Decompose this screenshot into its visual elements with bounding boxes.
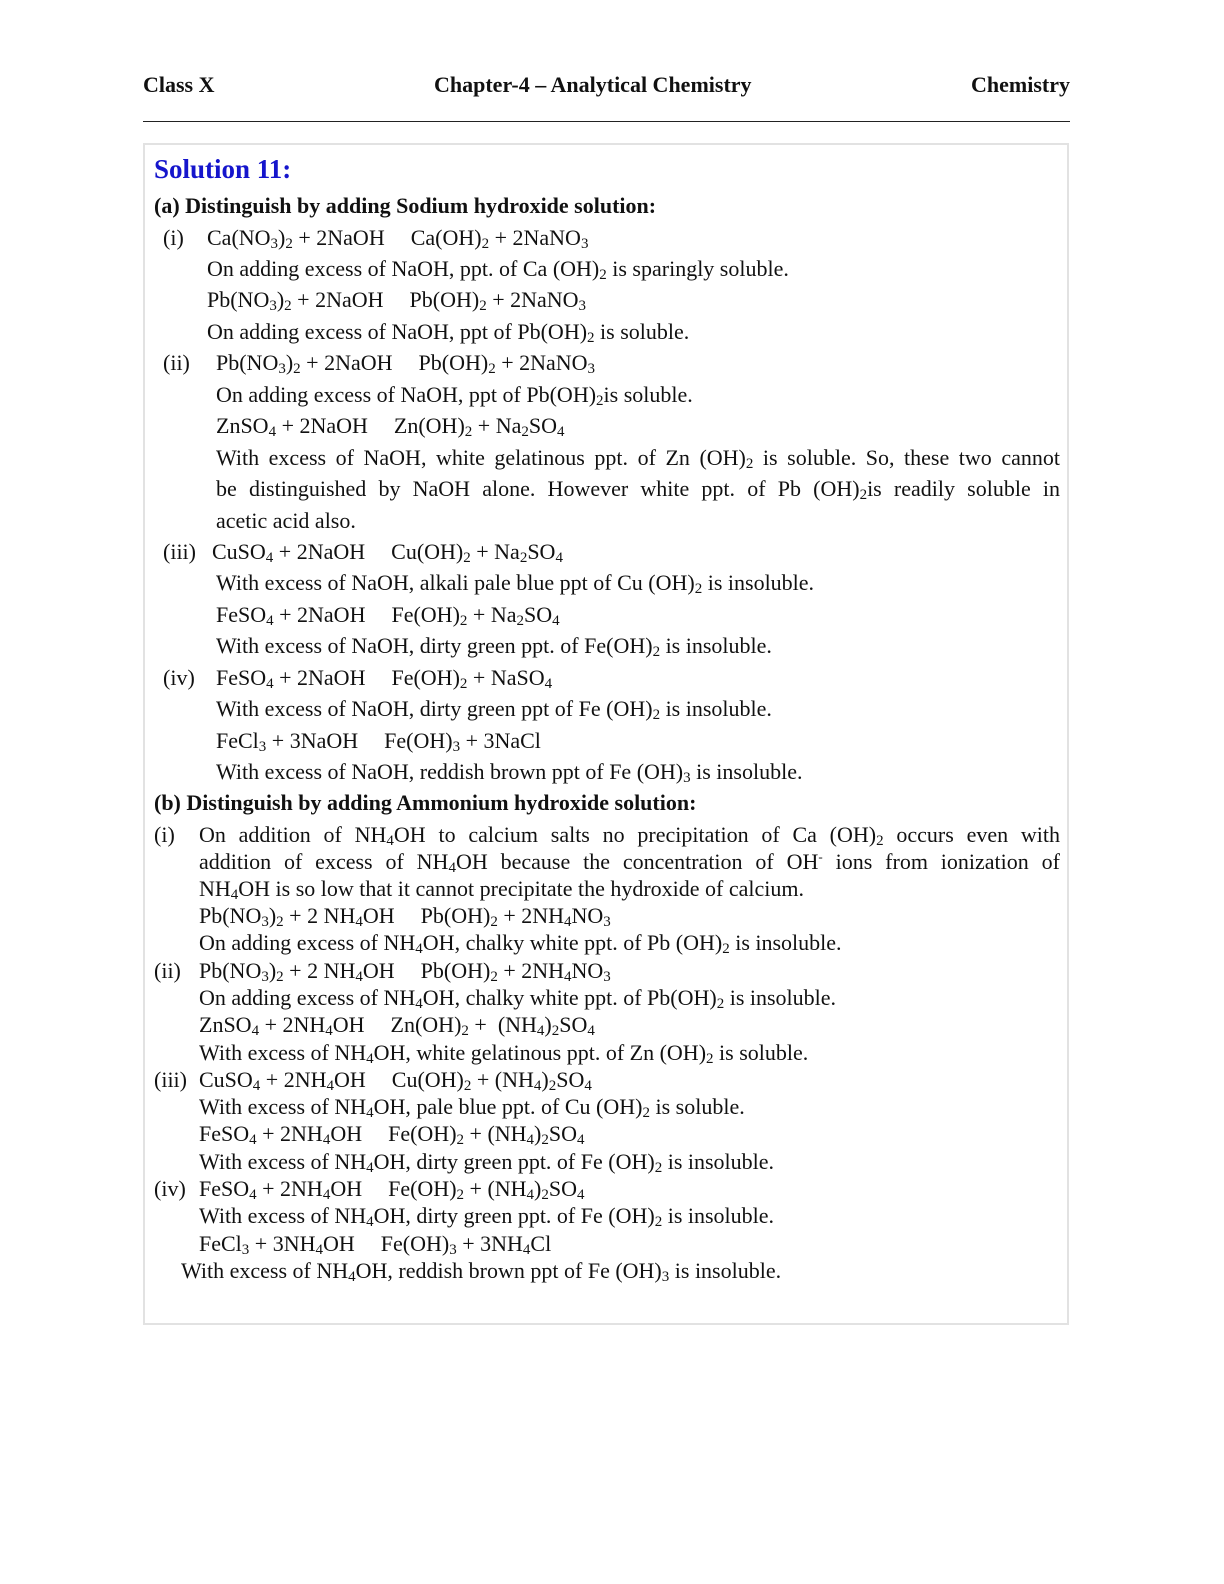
explanation: On adding excess of $NH_4OH$, chalky white ppt. of Pb $(OH)_2$ is insoluble.: [199, 930, 842, 957]
explanation: With excess of NaOH, alkali pale blue ppt of Cu $(OH)_2$ is insoluble.: [216, 570, 815, 597]
explanation: With excess of $NH_4OH$, dirty green ppt. of Fe $(OH)_2$ is insoluble.: [199, 1149, 775, 1176]
explanation: addition of excess of $NH_4OH$ because the concentration of OH- ions from ionization of: [199, 849, 1060, 876]
explanation: On adding excess of NaOH, ppt. of Ca $(OH)_2$ is sparingly soluble.: [207, 256, 789, 283]
explanation: $NH_4OH$ is so low that it cannot precipitate the hydroxide of calcium.: [199, 876, 805, 903]
header-subject: Chemistry: [971, 72, 1070, 97]
item-label: (ii): [163, 350, 190, 375]
equation: ZnSO$_4$ + $2NH_4OH$ $Zn(OH)_2 + (NH_4)_2SO_4$: [199, 1012, 595, 1039]
page-header: [143, 70, 1070, 104]
solution-title: Solution 11:: [154, 154, 292, 184]
explanation: With excess of $NH_4OH$, pale blue ppt. of Cu $(OH)_2$ is soluble.: [199, 1094, 745, 1121]
equation: $Pb(NO_3)_2$ + 2NaOH $Pb(OH)_2$ + 2NaNO$_3$: [216, 350, 596, 377]
equation-reactants: $Ca(NO_3)_2$ + 2NaOH: [207, 225, 385, 252]
equation: FeSO$_4$ + 2NaOH $Fe(OH)_2$ + NaSO$_4$: [216, 665, 553, 692]
equation: CuSO$_4$ + $2NH_4OH$ $Cu(OH)_2 + (NH_4)_2SO_4$: [199, 1067, 592, 1094]
explanation: be distinguished by NaOH alone. However white ppt. of Pb $(OH)_2is$ readily soluble in: [216, 476, 1061, 503]
item-label: (i): [154, 822, 175, 847]
explanation: On adding excess of $NH_4OH$, chalky white ppt. of $Pb(OH)_2$ is insoluble.: [199, 985, 837, 1012]
explanation: With excess of NaOH, dirty green ppt. of $Fe(OH)_2$ is insoluble.: [216, 633, 772, 660]
equation: FeSO$_4$ + $2NH_4OH$ $Fe(OH)_2 + (NH_4)_2SO_4$: [199, 1121, 585, 1148]
equation-products: $Ca(OH)_2$ + 2NaNO$_3$: [410, 225, 589, 252]
equation: FeCl$_3$ + 3NaOH $Fe(OH)_3$ + 3NaCl: [216, 728, 541, 755]
explanation: With excess of $NH_4OH$, reddish brown ppt of Fe $(OH)_3$ is insoluble.: [181, 1258, 782, 1285]
equation: [207, 225, 588, 251]
equation: CuSO$_4$ + 2NaOH $Cu(OH)_2 + Na_2SO_4$: [212, 539, 563, 566]
header-class: Class X: [143, 72, 215, 97]
equation: $Pb(NO_3)_2$ + 2NaOH $Pb(OH)_2$ + 2NaNO$_3$: [207, 287, 587, 314]
equation: ZnSO$_4$ + 2NaOH $Zn(OH)_2 + Na_2SO_4$: [216, 413, 565, 440]
item-label: (iv): [154, 1176, 186, 1201]
explanation: With excess of $NH_4OH$, white gelatinous ppt. of Zn $(OH)_2$ is soluble.: [199, 1040, 809, 1067]
header-divider: [143, 121, 1070, 122]
item-label: (ii): [154, 958, 181, 983]
item-label: (i): [163, 225, 184, 250]
explanation: On adding excess of NaOH, ppt of $Pb(OH)_2$ is soluble.: [207, 319, 690, 346]
explanation: With excess of $NH_4OH$, dirty green ppt. of Fe $(OH)_2$ is insoluble.: [199, 1203, 775, 1230]
item-label: (iii): [154, 1067, 187, 1092]
explanation: On addition of $NH_4OH$ to calcium salts no precipitation of Ca $(OH)_2$ occurs even with: [199, 822, 1061, 849]
part-a-heading: (a) Distinguish by adding Sodium hydroxide solution:: [154, 193, 657, 218]
equation: $Pb(NO_3)_2 + 2$ $NH_4OH$ $Pb(OH)_2 + 2NH_4NO_3$: [199, 903, 611, 930]
equation: FeSO$_4$ + 2NaOH $Fe(OH)_2 + Na_2SO_4$: [216, 602, 560, 629]
explanation: With excess of NaOH, dirty green ppt of Fe $(OH)_2$ is insoluble.: [216, 696, 772, 723]
equation: FeCl$_3$ + $3NH_4OH$ $Fe(OH)_3 + 3NH_4Cl$: [199, 1231, 552, 1258]
explanation: acetic acid also.: [216, 508, 356, 533]
item-label: (iii): [163, 539, 196, 564]
explanation: With excess of NaOH, reddish brown ppt of Fe $(OH)_3$ is insoluble.: [216, 759, 803, 786]
item-label: (iv): [163, 665, 195, 690]
header-chapter: Chapter-4 – Analytical Chemistry: [434, 72, 752, 97]
equation: FeSO$_4$ + $2NH_4OH$ $Fe(OH)_2 + (NH_4)_2SO_4$: [199, 1176, 585, 1203]
explanation: With excess of NaOH, white gelatinous ppt. of Zn $(OH)_2$ is soluble. So, these two cannot: [216, 445, 1060, 472]
equation: $Pb(NO_3)_2 + 2$ $NH_4OH$ $Pb(OH)_2 + 2NH_4NO_3$: [199, 958, 611, 985]
explanation: On adding excess of NaOH, ppt of $Pb(OH)_2is$ soluble.: [216, 382, 693, 409]
part-b-heading: (b) Distinguish by adding Ammonium hydroxide solution:: [154, 790, 697, 815]
